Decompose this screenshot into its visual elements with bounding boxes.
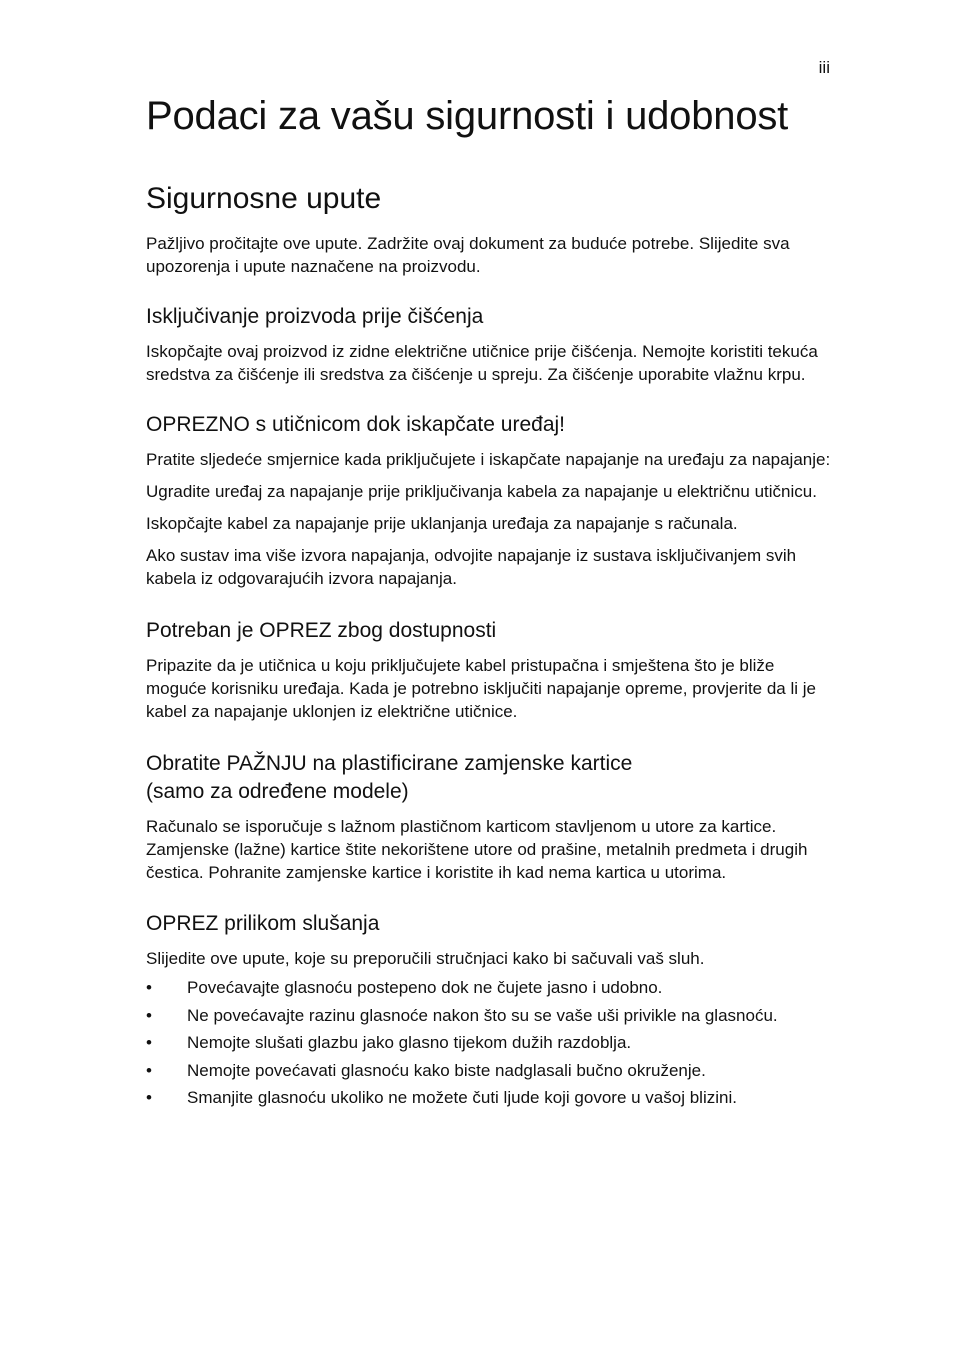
subsection-listening <box>146 910 836 1112</box>
list-item-text: Smanjite glasnoću ukoliko ne možete čuti ljude koji govore u vašoj blizini. <box>187 1088 737 1107</box>
section-intro: Pažljivo pročitajte ove upute. Zadržite ovaj dokument za buduće potrebe. Slijedite sva upozorenja i upute naznačene na proizvodu. <box>146 234 790 276</box>
bullet-icon: • <box>146 978 152 997</box>
list-item <box>146 1084 836 1112</box>
paragraph: Iskopčajte ovaj proizvod iz zidne električne utičnice prije čišćenja. Nemojte koristiti tekuća sredstva za čišćenje ili sredstva za čišćenje u spreju. Za čišćenje uporabite vlažnu krpu. <box>146 342 818 384</box>
subsection-heading-line1: Obratite PAŽNJU na plastificirane zamjenske kartice <box>146 752 633 775</box>
subsection-heading <box>146 750 836 806</box>
list-item <box>146 974 836 1002</box>
paragraph: Slijedite ove upute, koje su preporučili stručnjaci kako bi sačuvali vaš sluh. <box>146 949 705 968</box>
subsection-accessibility <box>146 617 836 723</box>
bullet-icon: • <box>146 1088 152 1107</box>
bullet-icon: • <box>146 1060 152 1080</box>
subsection-plug-caution <box>146 411 836 590</box>
list-item-text: Povećavajte glasnoću postepeno dok ne čujete jasno i udobno. <box>187 978 663 997</box>
list-item-text: Ne povećavajte razinu glasnoće nakon što su se vaše uši privikle na glasnoću. <box>187 1005 778 1025</box>
list-item <box>146 1029 836 1057</box>
bullet-icon: • <box>146 1005 152 1025</box>
list-item <box>146 1057 836 1085</box>
paragraph: Iskopčajte kabel za napajanje prije uklanjanja uređaja za napajanje s računala. <box>146 514 738 533</box>
paragraph: Računalo se isporučuje s lažnom plastičnom karticom stavljenom u utore za kartice. Zamjenske (lažne) kartice štite nekorištene utore od prašine, metalnih predmeta i drugih čestica. Pohranite zamjenske kartice i koristite ih kad nema kartica u utorima. <box>146 817 808 882</box>
section-title: Sigurnosne upute <box>146 182 382 215</box>
paragraph: Ugradite uređaj za napajanje prije priključivanja kabela za napajanje u električnu utičnicu. <box>146 482 817 501</box>
list-item-text: Nemojte povećavati glasnoću kako biste nadglasali bučno okruženje. <box>187 1060 706 1080</box>
bullet-list <box>146 974 836 1112</box>
subsection-dummy-cards <box>146 750 836 884</box>
paragraph: Ako sustav ima više izvora napajanja, odvojite napajanje iz sustava isključivanjem svih kabela iz odgovarajućih izvora napajanja. <box>146 546 797 588</box>
list-item-text: Nemojte slušati glazbu jako glasno tijekom dužih razdoblja. <box>187 1033 632 1052</box>
subsection-heading: OPREZNO s utičnicom dok iskapčate uređaj! <box>146 413 565 436</box>
page-number: iii <box>818 58 830 77</box>
document-title: Podaci za vašu sigurnosti i udobnost <box>146 94 789 138</box>
paragraph: Pratite sljedeće smjernice kada priključujete i iskapčate napajanje na uređaju za napajanje: <box>146 450 831 469</box>
subsection-cleaning <box>146 303 836 386</box>
subsection-heading: OPREZ prilikom slušanja <box>146 912 380 935</box>
subsection-heading-line2: (samo za određene modele) <box>146 780 409 803</box>
subsection-heading: Potreban je OPREZ zbog dostupnosti <box>146 619 497 642</box>
list-item <box>146 1002 836 1030</box>
paragraph: Pripazite da je utičnica u koju priključujete kabel pristupačna i smještena što je bliže moguće korisniku uređaja. Kada je potrebno isključiti napajanje opreme, provjerite da li je kabel za napajanje uklonjen iz električne utičnice. <box>146 656 816 721</box>
document-body <box>146 92 836 1112</box>
bullet-icon: • <box>146 1033 152 1052</box>
subsection-heading: Isključivanje proizvoda prije čišćenja <box>146 305 484 328</box>
